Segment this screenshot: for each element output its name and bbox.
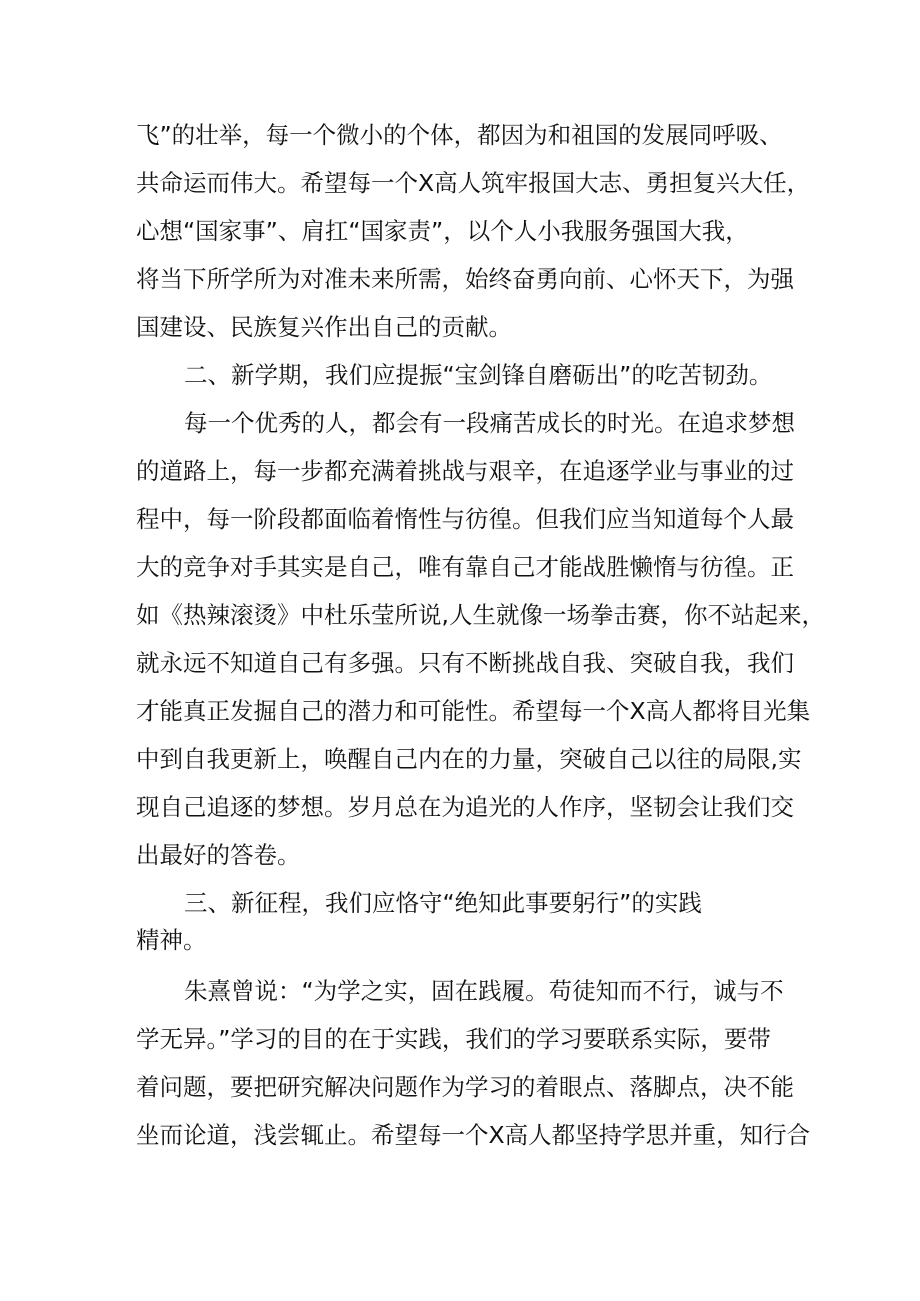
text-line: 的道路上，每一步都充满着挑战与艰辛，在追逐学业与事业的过 [136, 457, 794, 485]
text-line: 每一个优秀的人，都会有一段痛苦成长的时光。在追求梦想 [184, 409, 795, 437]
text-line: 大的竞争对手其实是自己，唯有靠自己才能战胜懒惰与彷徨。正 [136, 553, 794, 581]
text-line: 朱熹曾说：“为学之实，固在践履。苟徒知而不行，诚与不 [184, 977, 784, 1005]
section-heading-continued: 精神。 [136, 926, 207, 954]
section-heading: 三、新征程，我们应恪守“绝知此事要躬行”的实践 [184, 889, 702, 917]
text-line: 共命运而伟大。希望每一个X高人筑牢报国大志、勇担复兴大任， [136, 169, 811, 197]
text-line: 就永远不知道自己有多强。只有不断挑战自我、突破自我，我们 [136, 649, 794, 677]
section-heading: 二、新学期，我们应提振“宝剑锋自磨砺出”的吃苦韧劲。 [184, 361, 773, 389]
text-line: 如《热辣滚烫》中杜乐莹所说,人生就像一场拳击赛，你不站起来， [136, 601, 825, 629]
text-line: 中到自我更新上，唤醒自己内在的力量，突破自己以往的局限,实 [136, 745, 802, 773]
text-line: 将当下所学所为对准未来所需，始终奋勇向前、心怀天下，为强 [136, 265, 794, 293]
text-line: 心想“国家事”、肩扛“国家责”，以个人小我服务强国大我， [136, 217, 749, 245]
text-line: 出最好的答卷。 [136, 841, 301, 869]
text-line: 现自己追逐的梦想。岁月总在为追光的人作序，坚韧会让我们交 [136, 793, 794, 821]
text-line: 程中，每一阶段都面临着惰性与彷徨。但我们应当知道每个人最 [136, 505, 794, 533]
text-line: 国建设、民族复兴作出自己的贡献。 [136, 313, 512, 341]
text-line: 才能真正发掘自己的潜力和可能性。希望每一个X高人都将目光集 [136, 697, 811, 725]
text-line: 学无异。”学习的目的在于实践，我们的学习要联系实际，要带 [136, 1025, 771, 1053]
text-line: 着问题，要把研究解决问题作为学习的着眼点、落脚点，决不能 [136, 1073, 794, 1101]
text-line: 坐而论道，浅尝辄止。希望每一个X高人都坚持学思并重，知行合 [136, 1121, 811, 1149]
text-line: 飞”的壮举，每一个微小的个体，都因为和祖国的发展同呼吸、 [136, 121, 783, 149]
